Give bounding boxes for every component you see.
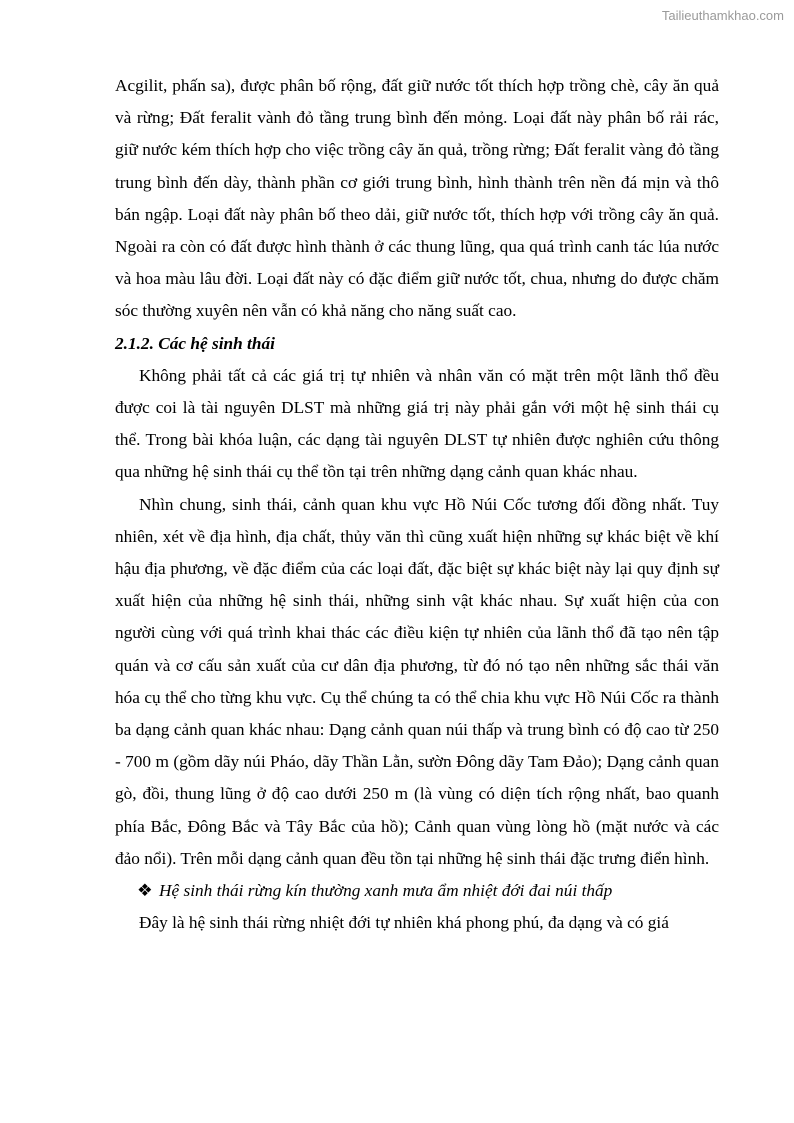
document-page — [115, 70, 719, 939]
paragraph-ecosystems-intro: Không phải tất cả các giá trị tự nhiên và nhân văn có mặt trên một lãnh thổ đều được coi là tài nguyên DLST mà những giá trị này phải gắn với một hệ sinh thái cụ thể. Trong bài khóa luận, các dạng tài nguyên DLST tự nhiên được nghiên cứu thông qua những hệ sinh thái cụ thể tồn tại trên những dạng cảnh quan khác nhau. — [115, 365, 719, 482]
bullet-text: Hệ sinh thái rừng kín thường xanh mưa ẩm nhiệt đới đai núi thấp — [159, 881, 613, 901]
paragraph-soil-types: Acgilit, phấn sa), được phân bố rộng, đất giữ nước tốt thích hợp trồng chè, cây ăn quả và rừng; Đất feralit vành đỏ tầng trung bình đến mỏng. Loại đất này phân bố rải rác, giữ nước kém thích hợp cho việc trồng cây ăn quả, trồng rừng; Đất feralit vàng đỏ tầng trung bình đến dày, thành phần cơ giới trung bình, hình thành trên nền đá mịn và thô bán ngập. Loại đất này phân bố theo dải, giữ nước tốt, thích hợp với trồng cây ăn quả. Ngoài ra còn có đất được hình thành ở các thung lũng, qua quá trình canh tác lúa nước và hoa màu lâu đời. Loại đất này có đặc điểm giữ nước tốt, chua, nhưng do được chăm sóc thường xuyên nên vẫn có khả năng cho năng suất cao. — [115, 76, 719, 321]
diamond-bullet-icon: ❖ — [137, 881, 153, 901]
watermark: Tailieuthamkhao.com — [661, 8, 784, 23]
paragraph-forest: Đây là hệ sinh thái rừng nhiệt đới tự nhiên khá phong phú, đa dạng và có giá — [139, 913, 669, 933]
paragraph-landscape: Nhìn chung, sinh thái, cảnh quan khu vực Hồ Núi Cốc tương đối đồng nhất. Tuy nhiên, xét về địa hình, địa chất, thủy văn thì cũng xuất hiện những sự khác biệt về khí hậu địa phương, về đặc điểm của các loại đất, đặc biệt sự khác biệt này lại quy định sự xuất hiện của những hệ sinh thái, những sinh vật khác nhau. Sự xuất hiện của con người cùng với quá trình khai thác các điều kiện tự nhiên của lãnh thổ đã tạo nên tập quán và cơ cấu sản xuất của cư dân địa phương, từ đó nó tạo nên những sắc thái văn hóa cụ thể cho từng khu vực. Cụ thể chúng ta có thể chia khu vực Hồ Núi Cốc ra thành ba dạng cảnh quan khác nhau: Dạng cảnh quan núi thấp và trung bình có độ cao từ 250 - 700 m (gồm dãy núi Pháo, dãy Thần Lằn, sườn Đông dãy Tam Đảo); Dạng cảnh quan gò, đồi, thung lũng ở độ cao dưới 250 m (là vùng có diện tích rộng nhất, bao quanh phía Bắc, Đông Bắc và Tây Bắc của hồ); Cảnh quan vùng lòng hồ (mặt nước và các đảo nổi). Trên mỗi dạng cảnh quan đều tồn tại những hệ sinh thái đặc trưng điển hình. — [115, 494, 719, 868]
bullet-item — [115, 875, 719, 907]
section-heading: 2.1.2. Các hệ sinh thái — [115, 333, 275, 353]
